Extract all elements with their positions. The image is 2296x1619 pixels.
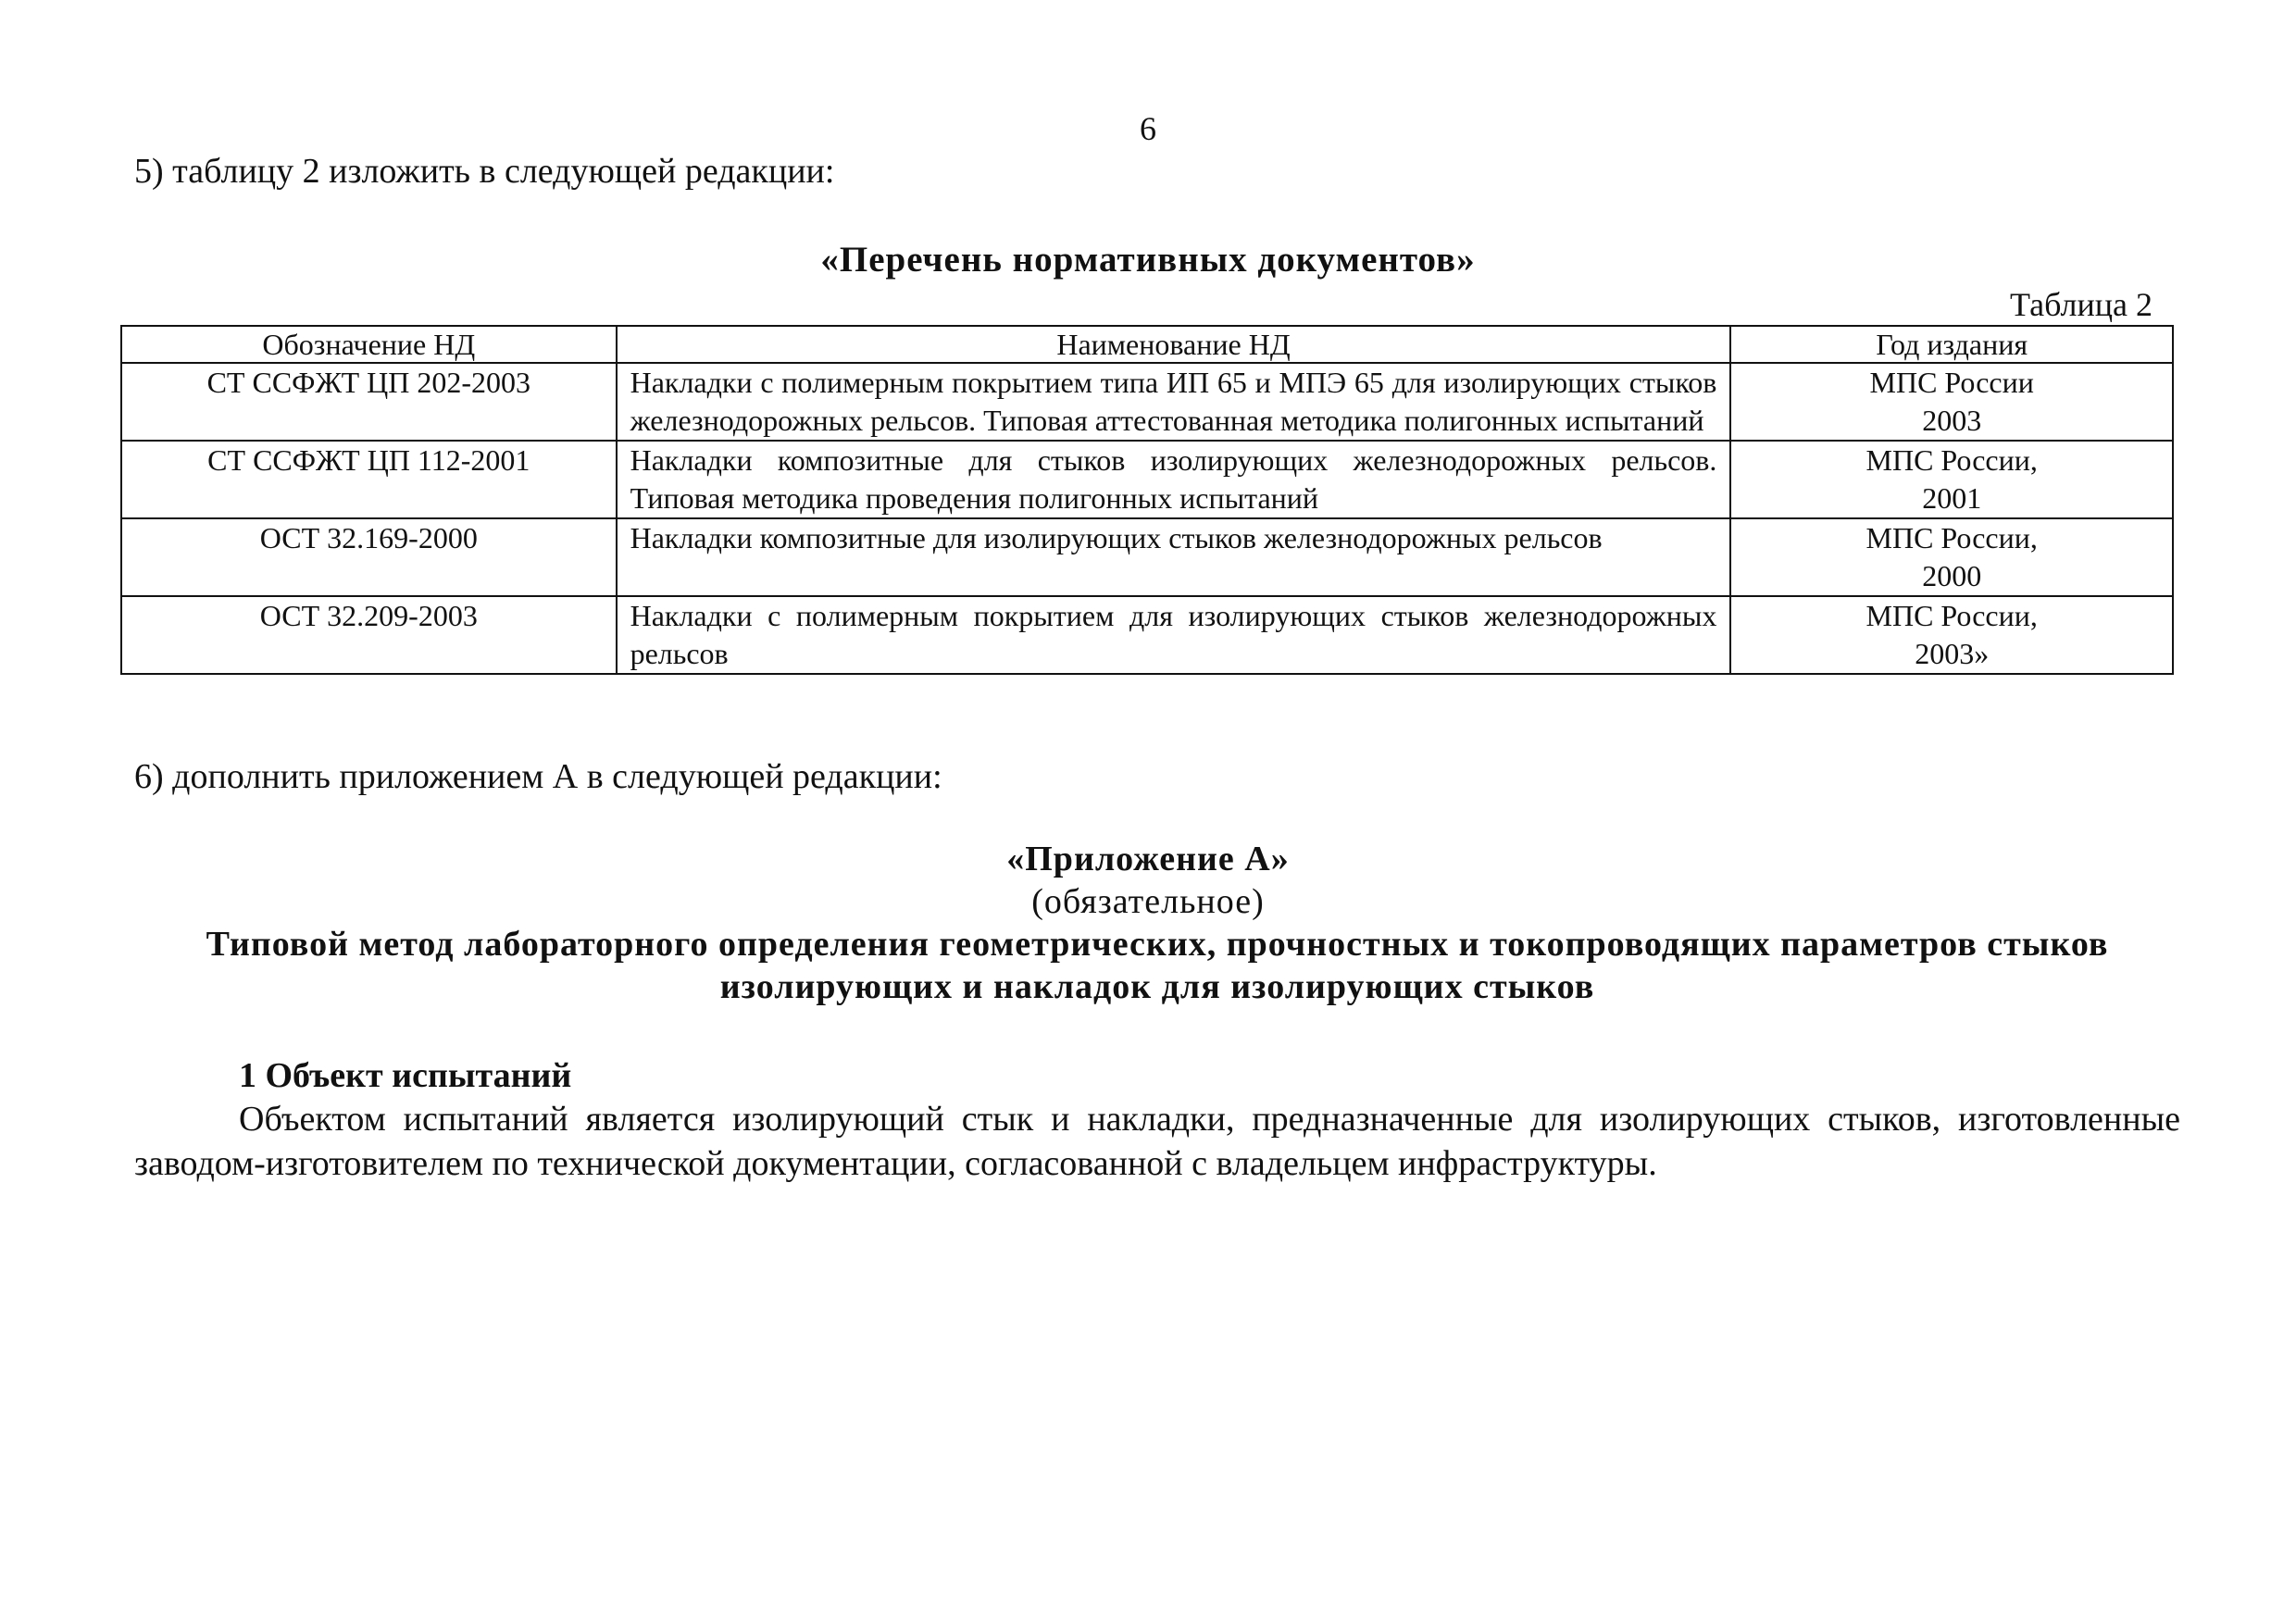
doc-name: Накладки с полимерным покрытием для изолирующих стыков железнодорожных рельсов	[617, 596, 1731, 674]
year-line1: МПС России	[1869, 366, 2034, 399]
doc-code: ОСТ 32.209-2003	[121, 596, 617, 674]
doc-code: СТ ССФЖТ ЦП 202-2003	[121, 363, 617, 441]
section-1-title: 1 Объект испытаний	[239, 1056, 572, 1095]
item-5-text: 5) таблицу 2 изложить в следующей редакции:	[134, 152, 835, 191]
doc-year	[1730, 518, 2173, 596]
year-line2: 2003»	[1915, 637, 1990, 670]
section-1-text: Объектом испытаний является изолирующий стык и накладки, предназначенные для изолирующих стыков, изготовленные заводом-изготовителем по технической документации, согласованной с владельцем инфраструктуры.	[134, 1100, 2180, 1183]
page-number: 6	[1140, 110, 1156, 147]
doc-year	[1730, 441, 2173, 518]
appendix-heading	[0, 838, 2296, 923]
doc-code: СТ ССФЖТ ЦП 112-2001	[121, 441, 617, 518]
year-line2: 2001	[1922, 481, 1982, 515]
year-line2: 2000	[1922, 559, 1982, 592]
header-code: Обозначение НД	[121, 326, 617, 363]
table-row	[121, 363, 2173, 441]
table-title: «Перечень нормативных документов»	[820, 240, 1476, 280]
method-title: Типовой метод лабораторного определения геометрических, прочностных и токопроводящих параметров стыков изолирующих и накладок для изолирующих стыков	[206, 925, 2109, 1006]
header-name: Наименование НД	[617, 326, 1731, 363]
year-line2: 2003	[1922, 404, 1982, 437]
table-row	[121, 518, 2173, 596]
item-6-text: 6) дополнить приложением А в следующей редакции:	[134, 757, 942, 796]
header-year: Год издания	[1730, 326, 2173, 363]
table-row	[121, 596, 2173, 674]
appendix-subtitle: (обязательное)	[1031, 882, 1265, 921]
doc-year	[1730, 596, 2173, 674]
year-line1: МПС России,	[1866, 599, 2038, 632]
year-line1: МПС России,	[1866, 443, 2038, 477]
table-header-row	[121, 326, 2173, 363]
table-number: Таблица 2	[2010, 286, 2152, 323]
doc-year	[1730, 363, 2173, 441]
normative-documents-table	[120, 325, 2174, 675]
doc-name: Накладки с полимерным покрытием типа ИП 65 и МПЭ 65 для изолирующих стыков железнодорожных рельсов. Типовая аттестованная методика полигонных испытаний	[617, 363, 1731, 441]
doc-name: Накладки композитные для изолирующих стыков железнодорожных рельсов	[617, 518, 1731, 596]
doc-code: ОСТ 32.169-2000	[121, 518, 617, 596]
table-row	[121, 441, 2173, 518]
doc-name: Накладки композитные для стыков изолирующих железнодорожных рельсов. Типовая методика проведения полигонных испытаний	[617, 441, 1731, 518]
appendix-title: «Приложение А»	[1006, 840, 1290, 878]
year-line1: МПС России,	[1866, 521, 2038, 554]
